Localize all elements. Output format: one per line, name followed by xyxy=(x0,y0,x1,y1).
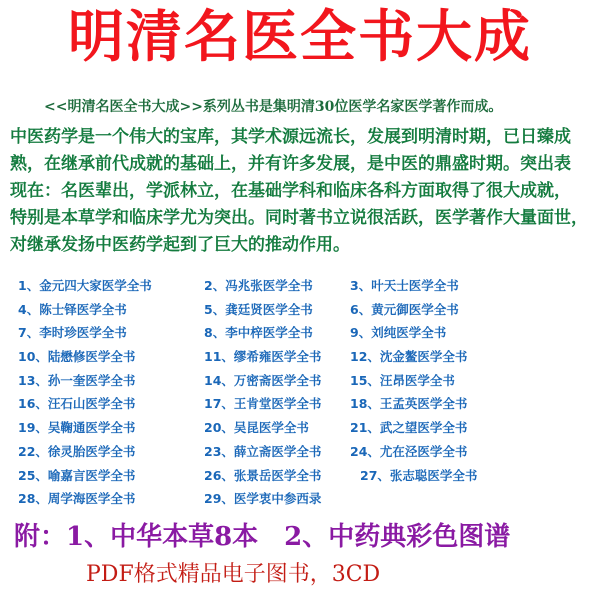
book-item: 23、薛立斋医学全书 xyxy=(204,443,322,459)
book-item: 21、武之望医学全书 xyxy=(350,420,468,436)
book-item: 1、金元四大家医学全书 xyxy=(18,278,152,293)
description-block xyxy=(10,124,594,259)
appendix-line: 附：1、中华本草8本 2、中药典彩色图谱 xyxy=(14,522,511,552)
book-item: 15、汪昂医学全书 xyxy=(350,372,455,388)
book-row xyxy=(18,394,598,418)
book-row xyxy=(18,442,598,466)
description-line: 中医药学是一个伟大的宝库，其学术源远流长，发展到明清时期，已日臻成 xyxy=(10,127,571,147)
description-line: 熟，在继承前代成就的基础上，并有许多发展，是中医的鼎盛时期。突出表 xyxy=(10,154,571,174)
book-row xyxy=(18,276,598,300)
book-list xyxy=(18,276,598,513)
book-item: 16、汪石山医学全书 xyxy=(18,396,136,412)
book-item: 6、黄元御医学全书 xyxy=(350,301,459,317)
book-row xyxy=(18,418,598,442)
book-item: 25、喻嘉言医学全书 xyxy=(18,467,136,483)
book-item: 26、张景岳医学全书 xyxy=(204,467,322,483)
book-row xyxy=(18,371,598,395)
description-line: 特别是本草学和临床学尤为突出。同时著书立说很活跃，医学著作大量面世， xyxy=(10,208,588,228)
format-line: PDF格式精品电子图书，3CD xyxy=(86,562,381,587)
book-item: 10、陆懋修医学全书 xyxy=(18,349,136,365)
book-item: 13、孙一奎医学全书 xyxy=(18,372,136,388)
book-item: 2、冯兆张医学全书 xyxy=(204,278,313,293)
book-item: 18、王孟英医学全书 xyxy=(350,396,468,412)
book-item: 22、徐灵胎医学全书 xyxy=(18,443,136,459)
page-title: 明清名医全书大成 xyxy=(68,5,532,70)
description-line: 对继承发扬中医药学起到了巨大的推动作用。 xyxy=(10,235,350,255)
book-item: 3、叶天士医学全书 xyxy=(350,278,459,293)
book-item: 4、陈士铎医学全书 xyxy=(18,301,127,317)
book-item: 12、沈金鳌医学全书 xyxy=(350,349,468,365)
book-item: 20、吴昆医学全书 xyxy=(204,420,309,436)
book-row xyxy=(18,466,598,490)
book-row xyxy=(18,489,598,513)
book-item: 28、周学海医学全书 xyxy=(18,491,136,507)
book-item: 17、王肯堂医学全书 xyxy=(204,396,322,412)
book-item: 24、尤在泾医学全书 xyxy=(350,443,468,459)
book-row xyxy=(18,323,598,347)
book-item: 14、万密斋医学全书 xyxy=(204,372,322,388)
book-row xyxy=(18,347,598,371)
book-item: 29、医学衷中参西录 xyxy=(204,491,322,507)
book-item: 9、刘纯医学全书 xyxy=(350,325,447,341)
book-item: 5、龚廷贤医学全书 xyxy=(204,301,313,317)
book-item: 11、缪希雍医学全书 xyxy=(204,349,322,365)
description-line: 现在：名医辈出，学派林立，在基础学科和临床各科方面取得了很大成就， xyxy=(10,181,571,201)
book-item: 8、李中梓医学全书 xyxy=(204,325,313,341)
series-intro: <<明清名医全书大成>>系列丛书是集明清30位医学名家医学著作而成。 xyxy=(44,99,503,115)
book-item: 27、张志聪医学全书 xyxy=(360,467,478,483)
book-item: 19、吴鞠通医学全书 xyxy=(18,420,136,436)
book-row xyxy=(18,300,598,324)
book-item: 7、李时珍医学全书 xyxy=(18,325,127,341)
